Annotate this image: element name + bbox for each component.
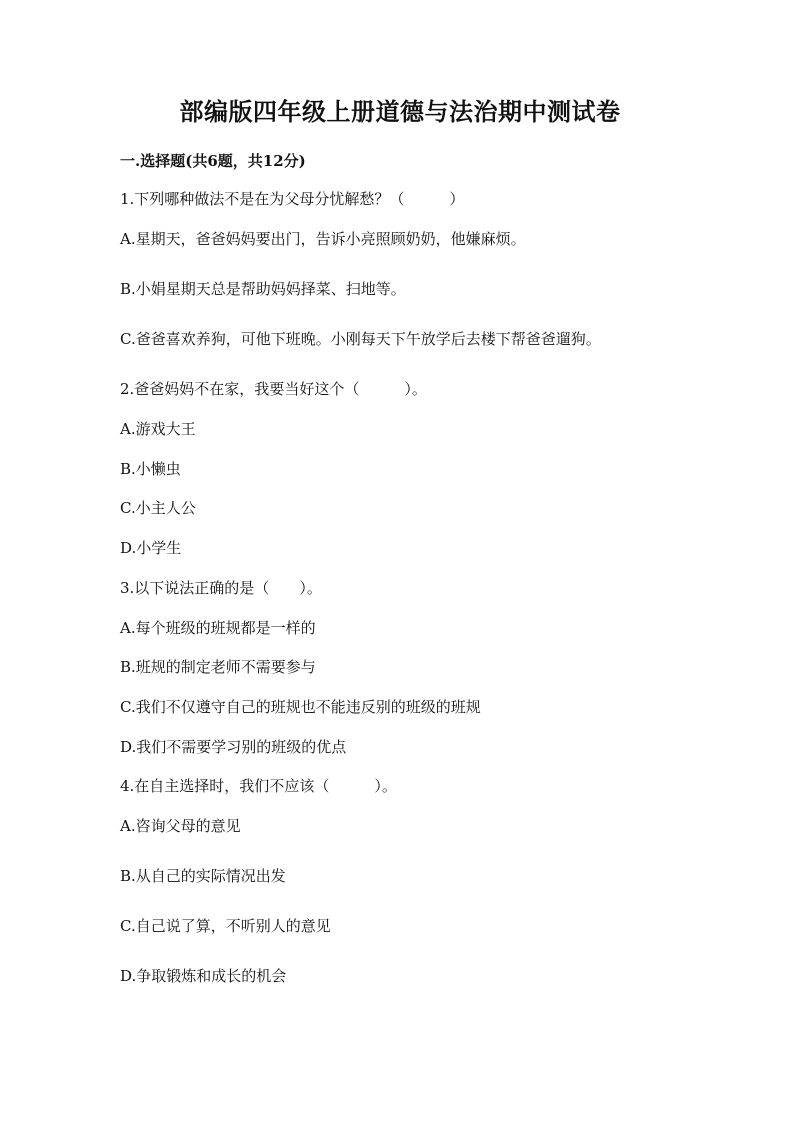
question-3-option-d: D.我们不需要学习别的班级的优点 [120, 738, 347, 756]
question-3-option-a: A.每个班级的班规都是一样的 [120, 619, 316, 637]
question-4-option-d: D.争取锻炼和成长的机会 [120, 967, 287, 985]
question-1-option-c: C.爸爸喜欢养狗，可他下班晚。小刚每天下午放学后去楼下帮爸爸遛狗。 [120, 330, 601, 348]
question-4-stem: 4.在自主选择时，我们不应该（ ）。 [120, 777, 397, 795]
question-3-option-c: C.我们不仅遵守自己的班规也不能违反别的班级的班规 [120, 698, 481, 716]
question-4-option-a: A.咨询父母的意见 [120, 817, 241, 835]
page-title: 部编版四年级上册道德与法治期中测试卷 [179, 97, 621, 126]
question-2-option-a: A.游戏大王 [120, 420, 196, 438]
question-4-option-c: C.自己说了算，不听别人的意见 [120, 917, 331, 935]
question-4-option-b: B.从自己的实际情况出发 [120, 867, 286, 885]
question-1-stem: 1.下列哪种做法不是在为父母分忧解愁？（ ） [120, 190, 465, 208]
question-2-stem: 2.爸爸妈妈不在家，我要当好这个（ ）。 [120, 380, 427, 398]
question-2-option-d: D.小学生 [120, 539, 182, 557]
question-3-option-b: B.班规的制定老师不需要参与 [120, 658, 316, 676]
question-3-stem: 3.以下说法正确的是（ ）。 [120, 579, 322, 597]
question-1-option-a: A.星期天，爸爸妈妈要出门，告诉小亮照顾奶奶，他嫌麻烦。 [120, 230, 526, 248]
section-heading: 一.选择题(共6题，共12分) [120, 152, 306, 170]
question-2-option-c: C.小主人公 [120, 499, 196, 517]
question-2-option-b: B.小懒虫 [120, 460, 181, 478]
question-1-option-b: B.小娟星期天总是帮助妈妈择菜、扫地等。 [120, 280, 406, 298]
